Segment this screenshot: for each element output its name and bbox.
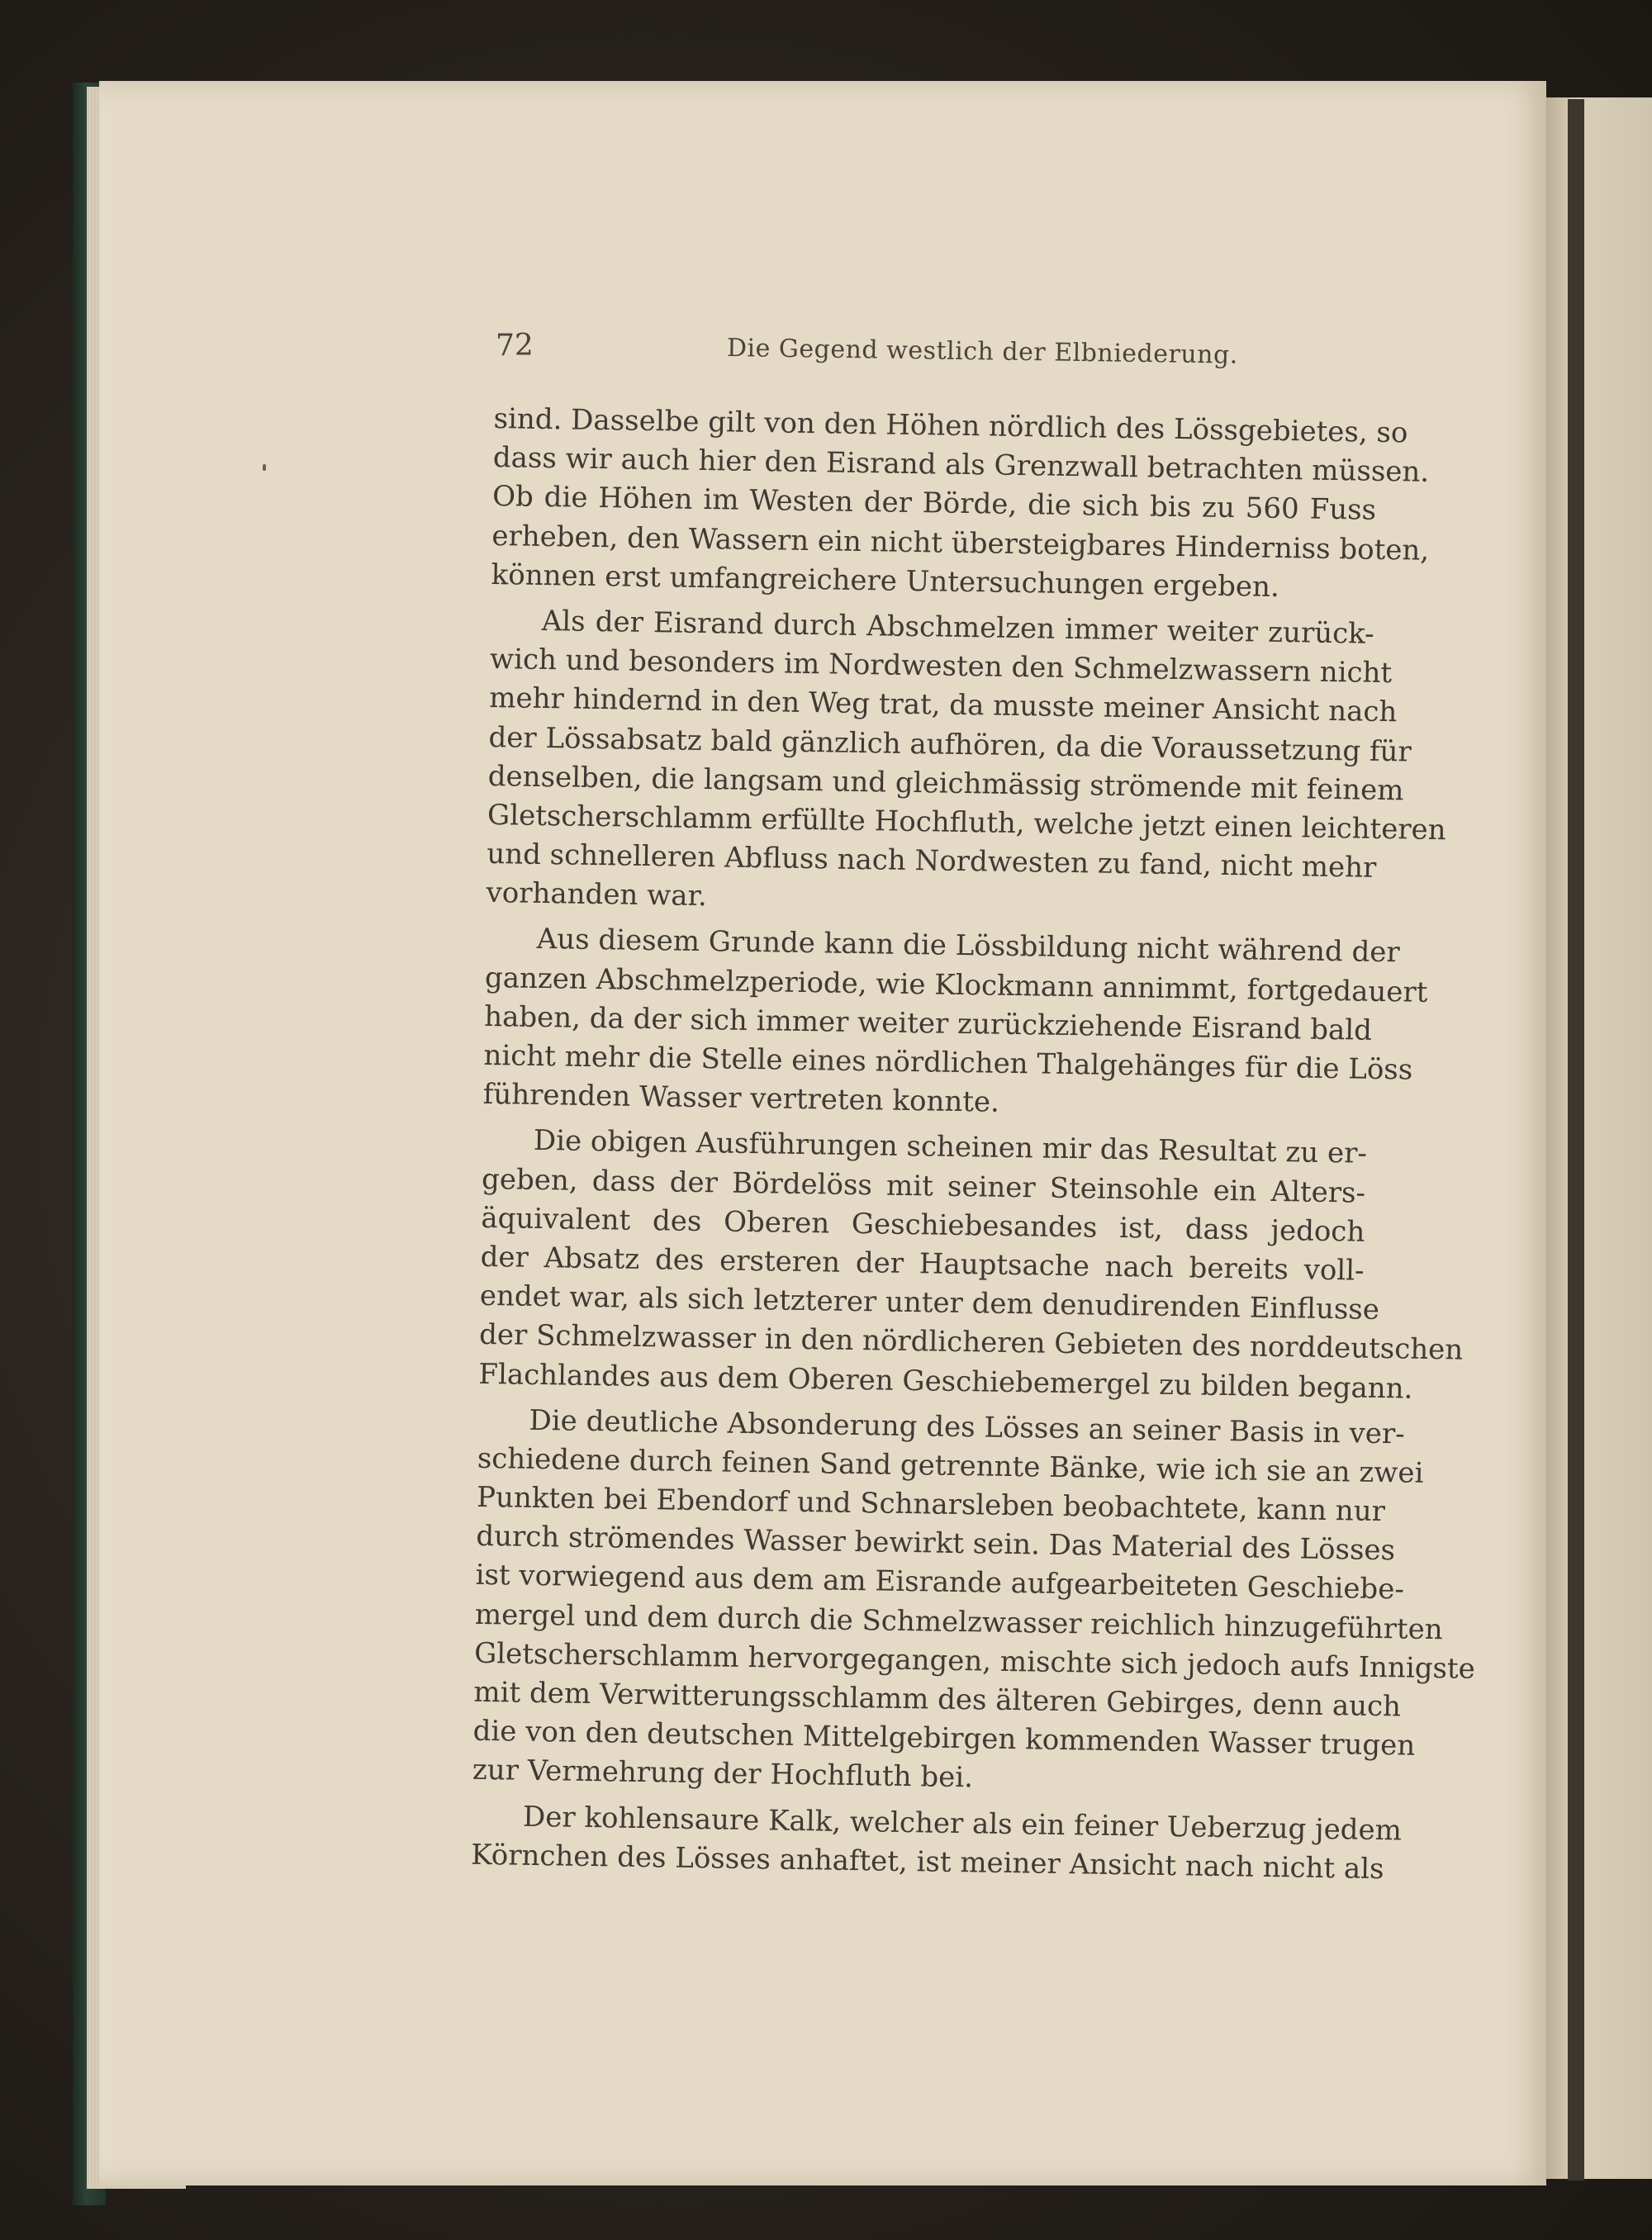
facing-page-edge — [1543, 97, 1652, 2179]
text-line: Die obigen Ausführungen scheinen mir das Resultat zu er- — [533, 1124, 1368, 1171]
text-line: Als der Eisrand durch Abschmelzen immer weiter zurück- — [541, 604, 1374, 651]
paragraph — [482, 919, 1428, 1128]
text-line: geben, dass der Bördelöss mit seiner Steinsohle ein Alters- — [481, 1162, 1366, 1210]
text-line: Gletscherschlamm erfüllte Hochfluth, welche jetzt einen leichteren — [487, 798, 1446, 847]
text-line: endet war, als sich letzterer unter dem denudirenden Einflusse — [479, 1279, 1380, 1327]
text-line: zur Vermehrung der Hochfluth bei. — [472, 1754, 974, 1795]
text-line: ganzen Abschmelzperiode, wie Klockmann annimmt, fortgedauert — [484, 961, 1428, 1009]
paragraph — [478, 1121, 1464, 1407]
text-line: haben, da der sich immer weiter zurückziehende Eisrand bald — [483, 999, 1373, 1047]
text-line: Körnchen des Lösses anhaftet, ist meiner Ansicht nach nicht als — [471, 1838, 1384, 1886]
text-line: Der kohlensaure Kalk, welcher als ein feiner Ueberzug jedem — [522, 1800, 1403, 1848]
text-line: dass wir auch hier den Eisrand als Grenzwall betrachten müssen. — [492, 441, 1430, 489]
paragraph — [486, 601, 1446, 927]
text-line: mehr hindernd in den Weg trat, da musste meiner Ansicht nach — [489, 681, 1398, 729]
paragraph — [491, 400, 1430, 609]
paper-speck — [263, 464, 266, 471]
text-line: der Absatz des ersteren der Hauptsache nach bereits voll- — [480, 1240, 1365, 1288]
text-line: wich und besonders im Nordwesten den Schmelzwassern nicht — [489, 643, 1393, 691]
text-line: Flachlandes aus dem Oberen Geschiebemergel zu bilden begann. — [478, 1357, 1413, 1406]
running-head: Die Gegend westlich der Elbniederung. — [726, 334, 1238, 370]
text-line: Aus diesem Grunde kann die Lössbildung nicht während der — [536, 923, 1400, 970]
text-line: mit dem Verwitterungsschlamm des älteren Gebirges, denn auch — [473, 1675, 1402, 1724]
text-line: durch strömendes Wasser bewirkt sein. Das Material des Lösses — [476, 1520, 1396, 1568]
text-line: der Lössabsatz bald gänzlich aufhören, da die Voraussetzung für — [488, 720, 1412, 768]
text-line: mergel und dem durch die Schmelzwasser reichlich hinzugeführten — [474, 1597, 1443, 1646]
text-line: denselben, die langsam und gleichmässig strömende mit feinem — [487, 759, 1404, 808]
text-line: ist vorwiegend aus dem am Eisrande aufgearbeiteten Geschiebe- — [475, 1559, 1405, 1606]
paragraph — [471, 1796, 1403, 1888]
body-text — [471, 400, 1476, 1889]
text-line: Ob die Höhen im Westen der Börde, die sich bis zu 560 Fuss — [491, 480, 1377, 528]
text-line: der Schmelzwasser in den nördlicheren Gebieten des norddeutschen — [478, 1318, 1464, 1367]
page-number: 72 — [496, 329, 534, 363]
text-line: erheben, den Wassern ein nicht übersteigbares Hinderniss boten, — [491, 519, 1430, 567]
page-header — [496, 329, 1371, 378]
paragraph — [472, 1401, 1476, 1805]
text-line: sind. Dasselbe gilt von den Höhen nördlich des Lössgebietes, so — [493, 401, 1408, 450]
text-line: können erst umfangreichere Untersuchungen ergeben. — [491, 558, 1280, 604]
text-line: Gletscherschlamm hervorgegangen, mischte sich jedoch aufs Innigste — [473, 1636, 1476, 1686]
text-line: führenden Wasser vertreten konnte. — [482, 1078, 1000, 1119]
text-line: äquivalent des Oberen Geschiebesandes ist, dass jedoch — [481, 1201, 1365, 1249]
book-gutter-shadow — [1568, 99, 1584, 2181]
text-line: Punkten bei Ebendorf und Schnarsleben beobachtete, kann nur — [476, 1480, 1386, 1529]
text-line: schiedene durch feinen Sand getrennte Bänke, wie ich sie an zwei — [477, 1441, 1424, 1490]
text-line: nicht mehr die Stelle eines nördlichen Thalgehänges für die Löss — [483, 1038, 1413, 1087]
text-line: und schnelleren Abfluss nach Nordwesten zu fand, nicht mehr — [487, 837, 1377, 885]
text-line: vorhanden war. — [486, 876, 708, 914]
text-line: Die deutliche Absonderung des Lösses an seiner Basis in ver- — [529, 1403, 1406, 1451]
text-line: die von den deutschen Mittelgebirgen kommenden Wasser trugen — [472, 1714, 1416, 1763]
